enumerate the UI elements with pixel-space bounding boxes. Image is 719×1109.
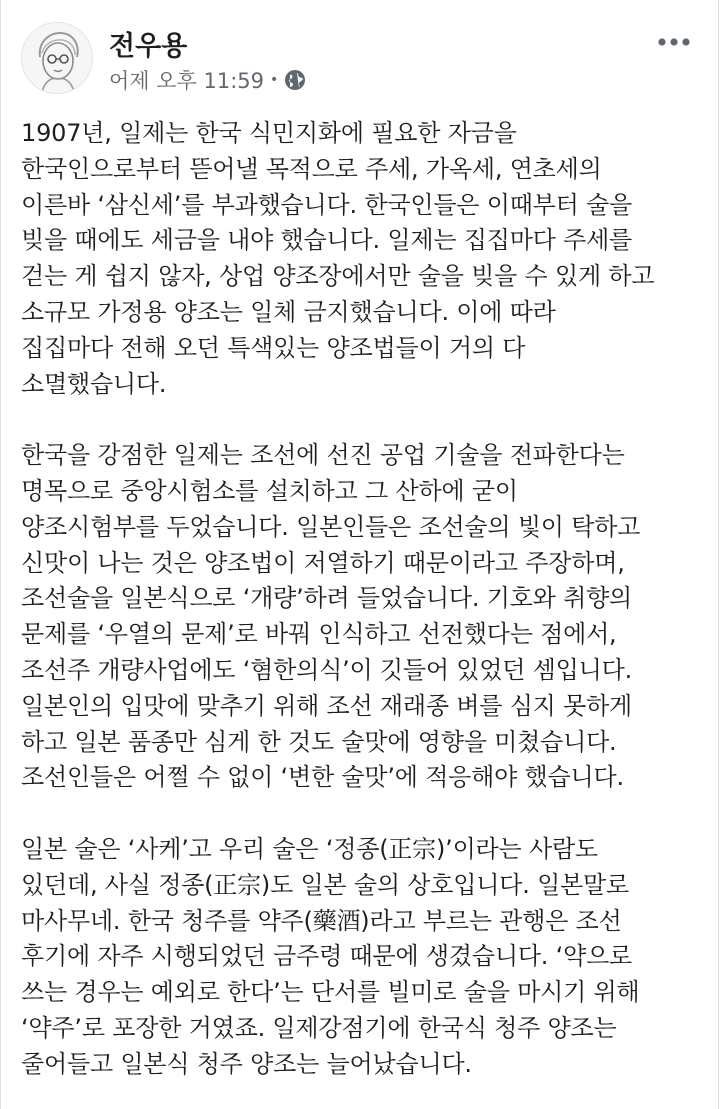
text-line: 문제를 ‘우열의 문제’로 바꿔 인식하고 선전했다는 점에서,: [21, 620, 617, 649]
text-line: 걷는 게 쉽지 않자, 상업 양조장에서만 술을 빚을 수 있게 하고: [21, 262, 655, 291]
text-line: 이른바 ‘삼신세’를 부과했습니다. 한국인들은 이때부터 술을: [21, 190, 633, 219]
post-body: [21, 116, 701, 1083]
text-line: 명목으로 중앙시험소를 설치하고 그 산하에 굳이: [21, 476, 518, 505]
text-line: 마사무네. 한국 청주를 약주(藥酒)라고 부르는 관행은 조선: [21, 906, 622, 935]
text-line: 일본인의 입맛에 맞추기 위해 조선 재래종 벼를 심지 못하게: [21, 691, 633, 720]
text-line: 한국인으로부터 뜯어낼 목적으로 주세, 가옥세, 연초세의: [21, 154, 602, 183]
paragraph-gap: [21, 402, 701, 438]
post-header: [21, 16, 698, 96]
text-line: 일본 술은 ‘사케’고 우리 술은 ‘정종(正宗)’이라는 사람도: [21, 834, 598, 863]
paragraph-2: [21, 438, 701, 796]
text-line: 조선주 개량사업에도 ‘혐한의식’이 깃들어 있었던 셈입니다.: [21, 655, 633, 684]
text-line: 1907년, 일제는 한국 식민지화에 필요한 자금을: [21, 119, 517, 147]
text-line: 쓰는 경우는 예외로 한다’는 단서를 빌미로 술을 마시기 위해: [21, 978, 640, 1007]
text-line: 한국을 강점한 일제는 조선에 선진 공업 기술을 전파한다는: [21, 441, 625, 470]
text-line: 소멸했습니다.: [21, 369, 167, 398]
text-line: 조선인들은 어쩔 수 없이 ‘변한 술맛’에 적응해야 했습니다.: [21, 763, 624, 792]
meta-separator: •: [270, 72, 279, 88]
text-line: 빚을 때에도 세금을 내야 했습니다. 일제는 집집마다 주세를: [21, 226, 633, 255]
paragraph-gap: [21, 796, 701, 832]
post-meta: [109, 65, 306, 95]
text-line: 줄어들고 일본식 청주 양조는 늘어났습니다.: [21, 1049, 472, 1078]
text-line: 하고 일본 품종만 심게 한 것도 술맛에 영향을 미쳤습니다.: [21, 727, 617, 756]
post-timestamp[interactable]: 어제 오후 11:59: [109, 69, 265, 93]
author-name[interactable]: 전우용: [109, 31, 188, 62]
text-line: ‘약주’로 포장한 거였죠. 일제강점기에 한국식 청주 양조는: [21, 1013, 617, 1042]
paragraph-1: [21, 116, 701, 402]
text-line: 양조시험부를 두었습니다. 일본인들은 조선술의 빛이 탁하고: [21, 512, 641, 541]
text-line: 있던데, 사실 정종(正宗)도 일본 술의 상호입니다. 일본말로: [21, 870, 630, 899]
text-line: 소규모 가정용 양조는 일체 금지했습니다. 이에 따라: [21, 297, 556, 326]
text-line: 후기에 자주 시행되었던 금주령 때문에 생겼습니다. ‘약으로: [21, 942, 633, 971]
more-options-icon[interactable]: [654, 28, 694, 56]
author-avatar[interactable]: [21, 22, 93, 94]
paragraph-3: [21, 832, 701, 1083]
text-line: 집집마다 전해 오던 특색있는 양조법들이 거의 다: [21, 333, 526, 362]
avatar-sketch-icon: [22, 23, 93, 94]
globe-icon[interactable]: [284, 69, 306, 91]
text-line: 조선술을 일본식으로 ‘개량’하려 들었습니다. 기호와 취향의: [21, 584, 633, 613]
text-line: 신맛이 나는 것은 양조법이 저열하기 때문이라고 주장하며,: [21, 548, 625, 577]
